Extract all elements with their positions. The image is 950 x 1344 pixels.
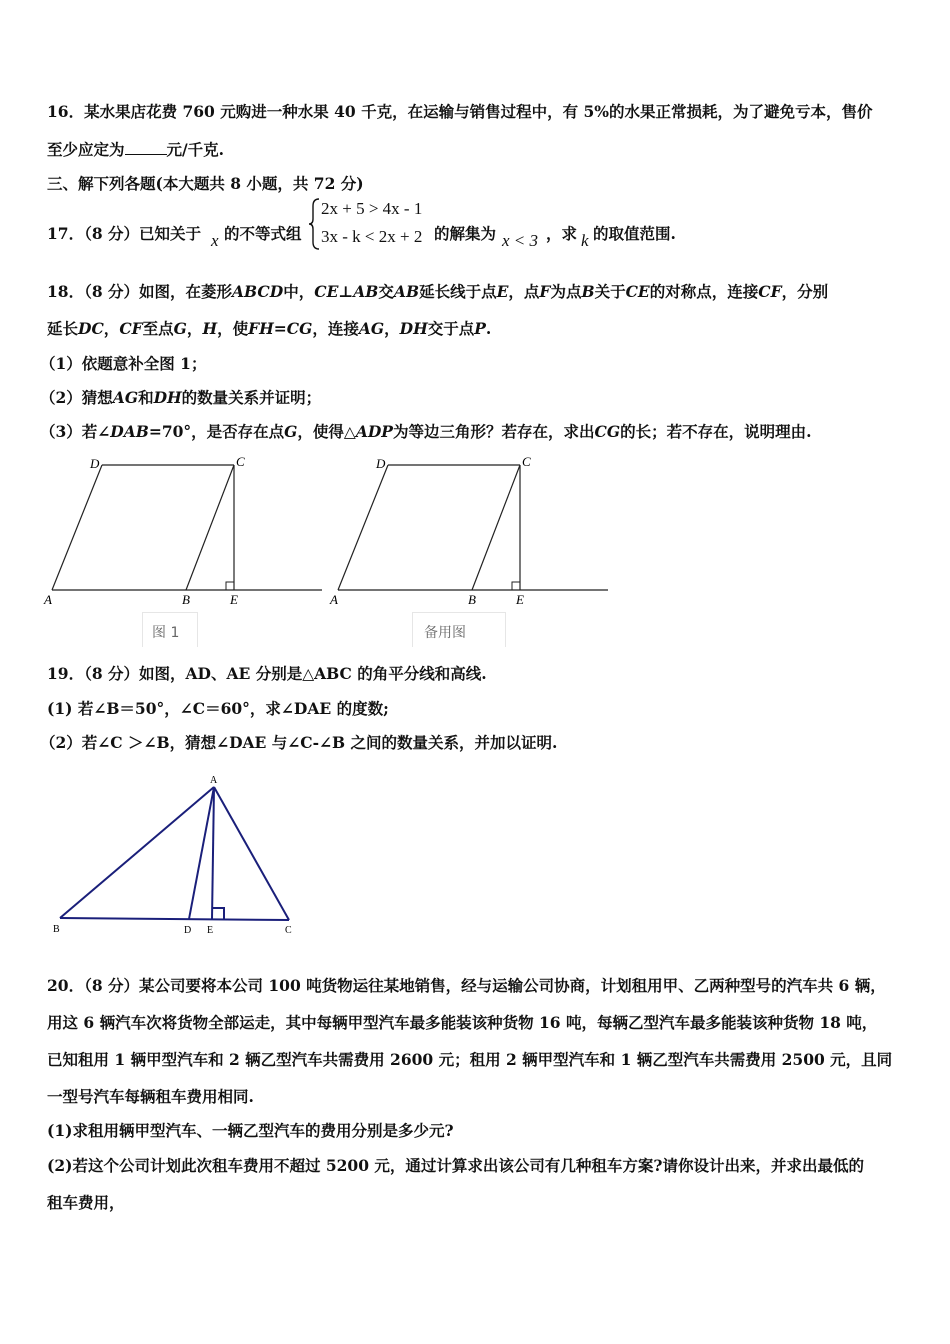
q17-post: 的取值范围. — [593, 224, 676, 243]
q18-dc: DC — [78, 319, 104, 338]
q18-ce: CE — [625, 282, 650, 301]
label-b: B — [53, 924, 60, 935]
q16-line1: 16．某水果店花费 760 元购进一种水果 40 千克，在运输与销售过程中，有 5%的水果正常损耗，为了避免亏本，售价 — [47, 102, 873, 121]
q17-mid3: ，求 — [546, 224, 578, 243]
q18-text: ，使得△ — [297, 422, 356, 441]
q18-text: ，点 — [508, 282, 540, 301]
q18-g: G — [284, 422, 298, 441]
label-e: E — [516, 592, 524, 607]
caption-figure-1: 图 1 — [152, 625, 180, 641]
q20-sub2-line2: 租车费用， — [47, 1193, 125, 1212]
q20-sub1: (1)求租用辆甲型汽车、一辆乙型汽车的费用分别是多少元? — [47, 1121, 454, 1140]
q20-line4: 一型号汽车每辆租车费用相同. — [47, 1087, 254, 1106]
q17-inequality-1: 2x + 5 > 4x - 1 — [321, 199, 423, 218]
side-ac — [214, 787, 289, 920]
q18-cf: CF — [119, 319, 143, 338]
q18-g: G — [173, 319, 187, 338]
q18-adp: ADP — [355, 422, 393, 441]
q18-text: 为等边三角形？若存在，求出 — [392, 422, 595, 441]
q17-var-k: k — [581, 231, 589, 250]
q18-text: 延长 — [47, 319, 79, 338]
q17-inequality-2: 3x - k < 2x + 2 — [321, 227, 423, 246]
rhombus-figure-spare — [326, 452, 616, 612]
label-b: B — [468, 592, 476, 607]
q17-mid2: 的解集为 — [434, 224, 497, 243]
q18-e: E — [496, 282, 509, 301]
q18-text: 中， — [283, 282, 315, 301]
q18-dh: DH — [399, 319, 428, 338]
q16-line2-post: 元/千克. — [166, 140, 225, 159]
q18-f: F — [539, 282, 551, 301]
q19-sub1: (1) 若∠B＝50°，∠C＝60°，求∠DAE 的度数; — [47, 699, 389, 718]
q18-dh: DH — [153, 388, 182, 407]
q20-line1: 20．（8 分）某公司要将本公司 100 吨货物运往某地销售，经与运输公司协商，计划租用甲、乙两种型号的汽车共 6 辆， — [47, 976, 886, 995]
side-cb — [472, 465, 520, 590]
label-c: C — [236, 454, 245, 469]
q18-text: ，分别 — [781, 282, 829, 301]
q18-sub2 — [40, 388, 321, 408]
q18-text: ， — [186, 319, 203, 338]
q18-text: =70°，是否存在点 — [148, 422, 285, 441]
section-heading: 三、解下列各题(本大题共 8 小题，共 72 分) — [47, 174, 364, 193]
q18-text: 关于 — [594, 282, 626, 301]
label-d: D — [376, 456, 386, 471]
q18-text: ，使 — [217, 319, 249, 338]
q18-text: 18．（8 分）如图，在菱形 — [47, 282, 233, 301]
q18-ag: AG — [112, 388, 139, 407]
q17-solution: x < 3 — [502, 231, 539, 250]
q18-text: （2）猜想 — [40, 388, 113, 407]
label-e: E — [207, 925, 214, 936]
label-c: C — [285, 925, 292, 936]
q18-text: 和 — [138, 388, 154, 407]
q18-text: 至点 — [142, 319, 174, 338]
q18-text: 的长；若不存在，说明理由. — [620, 422, 812, 441]
right-angle-mark — [212, 908, 224, 919]
q18-cg: CG — [594, 422, 621, 441]
side-ad — [338, 465, 388, 590]
triangle-figure — [48, 770, 308, 940]
q18-line1 — [47, 282, 828, 302]
label-d: D — [90, 456, 100, 471]
q19-sub2: （2）若∠C ＞∠B，猜想∠DAE 与∠C-∠B 之间的数量关系，并加以证明. — [40, 733, 558, 752]
caption-figure-spare: 备用图 — [424, 625, 466, 641]
q16-line2-pre: 至少应定为 — [47, 140, 125, 159]
right-angle-mark — [226, 582, 234, 590]
q18-ag: AG — [358, 319, 385, 338]
side-bc — [60, 918, 289, 920]
q18-text: 为点 — [550, 282, 582, 301]
label-a: A — [330, 592, 338, 607]
q20-line2: 用这 6 辆汽车次将货物全部运走，其中每辆甲型汽车最多能装该种货物 16 吨，每辆乙型汽车最多能装该种货物 18 吨， — [47, 1013, 878, 1032]
q18-sub1: （1）依题意补全图 1； — [40, 354, 207, 373]
label-a: A — [210, 775, 218, 786]
q18-fh-cg: FH=CG — [248, 319, 313, 338]
q20-sub2-line1: (2)若这个公司计划此次租车费用不超过 5200 元，通过计算求出该公司有几种租车方案?请你设计出来，并求出最低的 — [47, 1156, 864, 1175]
q18-ce-perp-ab: CE⊥AB — [314, 282, 379, 301]
system-brace — [308, 197, 322, 251]
q19-line1: 19．（8 分）如图，AD、AE 分别是△ABC 的角平分线和高线. — [47, 664, 487, 683]
side-ad — [52, 465, 102, 590]
q18-abcd: ABCD — [232, 282, 284, 301]
q18-p: P — [474, 319, 486, 338]
q18-dab: DAB — [110, 422, 149, 441]
q18-text: 交 — [378, 282, 394, 301]
q18-text: 交于点 — [427, 319, 475, 338]
q18-ab: AB — [393, 282, 420, 301]
q18-text: （3）若∠ — [40, 422, 111, 441]
q18-sub3 — [40, 422, 811, 442]
q17-var-x: x — [211, 231, 219, 250]
q18-text: 延长线于点 — [419, 282, 497, 301]
side-cb — [186, 465, 234, 590]
label-a: A — [44, 592, 52, 607]
q18-text: 的数量关系并证明； — [181, 388, 322, 407]
q17-pre: 17．（8 分）已知关于 — [47, 224, 202, 243]
q18-text: . — [485, 319, 492, 338]
q18-text: ， — [384, 319, 400, 338]
q18-cf: CF — [758, 282, 782, 301]
right-angle-mark — [512, 582, 520, 590]
bisector-ad — [189, 787, 214, 919]
q16-line2 — [47, 140, 224, 160]
label-d: D — [184, 925, 192, 936]
q17-mid1: 的不等式组 — [224, 224, 302, 243]
q18-h: H — [202, 319, 218, 338]
label-e: E — [230, 592, 238, 607]
q20-line3: 已知租用 1 辆甲型汽车和 2 辆乙型汽车共需费用 2600 元；租用 2 辆甲型汽车和 1 辆乙型汽车共需费用 2500 元，且同 — [47, 1050, 893, 1069]
q18-line2 — [47, 319, 491, 339]
label-c: C — [522, 454, 531, 469]
rhombus-figure-1 — [40, 452, 330, 612]
q18-text: ， — [103, 319, 120, 338]
side-ab — [60, 787, 214, 918]
q18-text: ，连接 — [312, 319, 359, 338]
label-b: B — [182, 592, 190, 607]
answer-blank — [125, 140, 167, 155]
altitude-ae — [212, 787, 214, 919]
q18-b: B — [581, 282, 595, 301]
q18-text: 的对称点，连接 — [649, 282, 759, 301]
